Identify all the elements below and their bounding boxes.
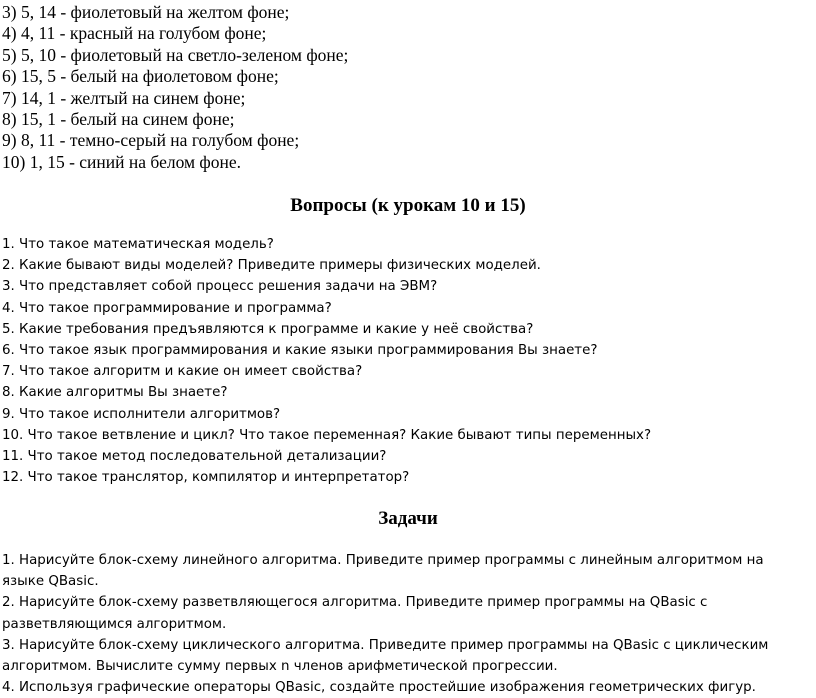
question-item: 7. Что такое алгоритм и какие он имеет свойства? <box>2 364 363 380</box>
question-item: 6. Что такое язык программирования и какие языки программирования Вы знаете? <box>2 342 598 358</box>
question-item: 2. Какие бывают виды моделей? Приведите примеры физических моделей. <box>2 258 541 274</box>
question-item: 10. Что такое ветвление и цикл? Что такое переменная? Какие бывают типы переменных? <box>2 427 652 443</box>
question-item: 9. Что такое исполнители алгоритмов? <box>2 406 281 422</box>
question-item: 3. Что представляет собой процесс решения задачи на ЭВМ? <box>2 279 438 295</box>
question-item: 8. Какие алгоритмы Вы знаете? <box>2 385 228 401</box>
question-item: 1. Что такое математическая модель? <box>2 237 274 252</box>
list-item: 8) 15, 1 - белый на синем фоне; <box>2 108 235 129</box>
list-item: 9) 8, 11 - темно-серый на голубом фоне; <box>2 130 300 151</box>
list-item: 10) 1, 15 - синий на белом фоне. <box>2 151 242 172</box>
tasks-list <box>2 550 782 698</box>
questions-list <box>2 234 651 488</box>
task-item: 2. Нарисуйте блок-схему разветвляющегося алгоритма. Приведите пример программы на QBasic с разветвляющимся алгоритмом. <box>2 595 708 632</box>
task-item: 1. Нарисуйте блок-схему линейного алгоритма. Приведите пример программы с линейным алгоритмом на языке QBasic. <box>2 553 764 590</box>
list-item: 4) 4, 11 - красный на голубом фоне; <box>2 23 267 44</box>
question-item: 4. Что такое программирование и программа? <box>2 300 332 316</box>
color-combination-list <box>2 2 348 173</box>
question-item: 5. Какие требования предъявляются к программе и какие у неё свойства? <box>2 321 534 337</box>
task-item: 4. Используя графические операторы QBasic, создайте простейшие изображения геометрических фигур. <box>2 680 756 696</box>
questions-heading: Вопросы (к урокам 10 и 15) <box>290 195 526 216</box>
question-item: 11. Что такое метод последовательной детализации? <box>2 448 387 464</box>
list-item: 7) 14, 1 - желтый на синем фоне; <box>2 87 246 108</box>
task-item: 3. Нарисуйте блок-схему циклического алгоритма. Приведите пример программы на QBasic с циклическим алгоритмом. Вычислите сумму первых n членов арифметической прогрессии. <box>2 637 769 675</box>
list-item: 5) 5, 10 - фиолетовый на светло-зеленом фоне; <box>2 44 349 65</box>
question-item: 12. Что такое транслятор, компилятор и интерпретатор? <box>2 470 410 486</box>
list-item: 6) 15, 5 - белый на фиолетовом фоне; <box>2 66 279 87</box>
tasks-heading: Задачи <box>378 508 438 529</box>
list-item: 3) 5, 14 - фиолетовый на желтом фоне; <box>2 2 290 22</box>
